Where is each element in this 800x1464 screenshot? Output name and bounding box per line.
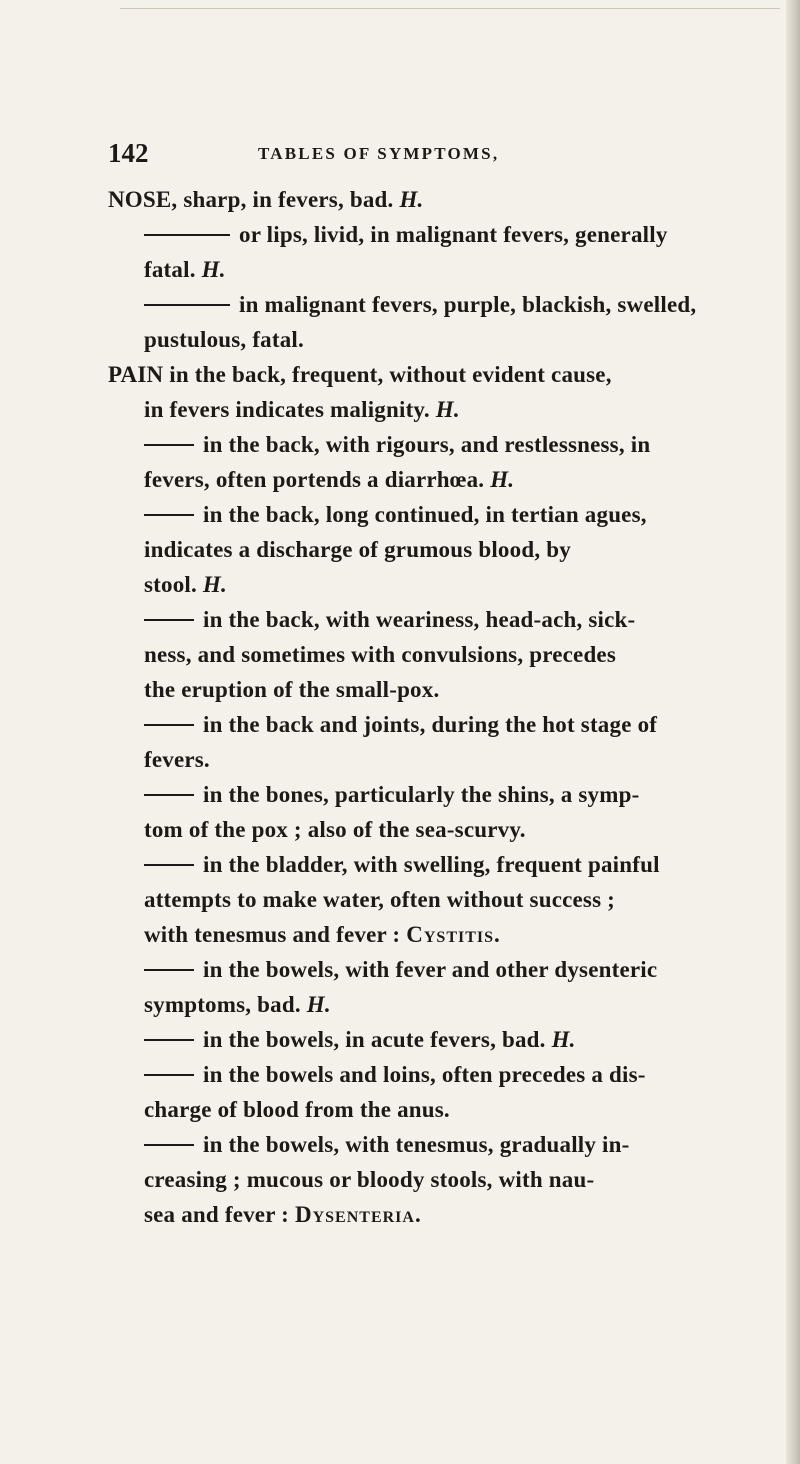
text-line: in the bowels, with fever and other dysenteric	[144, 955, 657, 985]
text-line: symptoms, bad. H.	[144, 992, 331, 1017]
text-line: in the back, long continued, in tertian agues,	[144, 500, 647, 530]
ditto-dash	[144, 1074, 194, 1076]
text-line: NOSE, sharp, in fevers, bad. H.	[108, 187, 424, 212]
text-line: fevers, often portends a diarrhœa. H.	[144, 467, 515, 492]
ditto-dash	[144, 619, 194, 621]
ditto-dash	[144, 1144, 194, 1146]
ditto-dash	[144, 724, 194, 726]
text-line: ness, and sometimes with convulsions, precedes	[144, 642, 616, 667]
text-line: in the bowels, in acute fevers, bad. H.	[144, 1025, 576, 1055]
page-edge-shadow	[786, 0, 800, 1464]
text-line: in the bowels and loins, often precedes a dis-	[144, 1060, 646, 1090]
text-line: with tenesmus and fever : Cystitis.	[144, 922, 501, 947]
text-line: creasing ; mucous or bloody stools, with nau-	[144, 1167, 595, 1192]
text-line: pustulous, fatal.	[144, 327, 304, 352]
text-line: sea and fever : Dysenteria.	[144, 1202, 422, 1227]
text-line: in malignant fevers, purple, blackish, swelled,	[144, 290, 696, 320]
ditto-dash	[144, 514, 194, 516]
text-line: in the bladder, with swelling, frequent painful	[144, 850, 660, 880]
text-line: PAIN in the back, frequent, without evident cause,	[108, 362, 612, 387]
text-line: attempts to make water, often without success ;	[144, 887, 616, 912]
text-line: in the back, with rigours, and restlessness, in	[144, 430, 650, 460]
text-line: in the bones, particularly the shins, a symp-	[144, 780, 639, 810]
text-line: fevers.	[144, 747, 210, 772]
text-line: in the back and joints, during the hot stage of	[144, 710, 657, 740]
text-line: tom of the pox ; also of the sea-scurvy.	[144, 817, 526, 842]
page-number: 142	[108, 138, 149, 168]
ditto-dash	[144, 794, 194, 796]
text-line: or lips, livid, in malignant fevers, generally	[144, 220, 668, 250]
ditto-dash	[144, 864, 194, 866]
text-line: indicates a discharge of grumous blood, by	[144, 537, 571, 562]
ditto-dash	[144, 304, 230, 306]
ditto-dash	[144, 1039, 194, 1041]
text-line: the eruption of the small-pox.	[144, 677, 440, 702]
running-head: TABLES OF SYMPTOMS,	[258, 144, 500, 163]
ditto-dash	[144, 969, 194, 971]
ditto-dash	[144, 444, 194, 446]
text-line: in fevers indicates malignity. H.	[144, 397, 460, 422]
top-rule	[120, 8, 780, 9]
text-line: in the back, with weariness, head-ach, sick-	[144, 605, 635, 635]
text-line: charge of blood from the anus.	[144, 1097, 450, 1122]
page-header	[108, 138, 708, 174]
text-line: fatal. H.	[144, 257, 226, 282]
ditto-dash	[144, 234, 230, 236]
text-line: stool. H.	[144, 572, 227, 597]
text-line: in the bowels, with tenesmus, gradually in-	[144, 1130, 629, 1160]
